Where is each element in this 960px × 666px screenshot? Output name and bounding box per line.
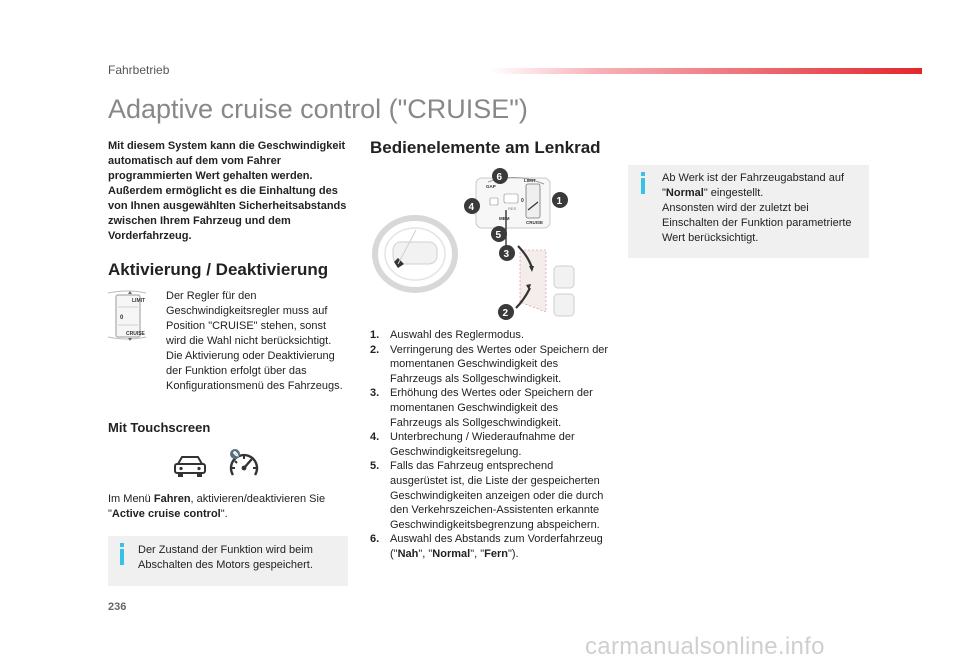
header-accent-bar [490, 68, 922, 74]
ctrl-label-zero: 0 [521, 198, 524, 204]
touchscreen-heading: Mit Touchscreen [108, 420, 211, 435]
callout-3 [499, 245, 515, 261]
activation-text: Der Regler für den Geschwindigkeitsregler muss auf Position "CRUISE" stehen, sonst wird die Wahl nicht berücksichtigt. Die Aktivierung oder Deaktivierung der Funktion erfolgt über das Konfigurationsmenü des Fahrzeugs. [166, 290, 343, 392]
page-number: 236 [108, 601, 127, 613]
intro-text [108, 139, 348, 244]
step-3: 3. Erhöhung des Wertes oder Speichern der momentanen Geschwindigkeit des Fahrzeugs als Sollgeschwindigkeit. [370, 387, 593, 429]
intro-line-1: Mit diesem System kann die Geschwindigkeit automatisch auf dem vom Fahrer programmierten Wert gehalten werden. [108, 140, 346, 182]
info-box-default-distance [628, 165, 869, 258]
menu-active-cruise-control: Active cruise control [111, 508, 221, 520]
svg-text:1: 1 [556, 196, 563, 207]
callout-5 [491, 226, 507, 242]
step-2: 2. Verringerung des Wertes oder Speichern der momentanen Geschwindigkeit des Fahrzeugs als Sollgeschwindigkeit. [370, 343, 609, 385]
step-1: 1. Auswahl des Reglermodus. [370, 329, 524, 341]
svg-text:6: 6 [496, 172, 503, 183]
stalk-label-cruise: CRUISE [126, 331, 145, 337]
svg-text:3: 3 [503, 249, 510, 260]
controls-steps-list [370, 328, 610, 562]
step-4: 4. Unterbrechung / Wiederaufnahme der Geschwindigkeitsregelung. [370, 431, 575, 458]
cruise-selector-illustration [106, 287, 162, 343]
callout-6 [492, 168, 508, 184]
svg-text:5: 5 [495, 230, 502, 241]
menu-mid: , aktivieren/deaktivieren Sie " [108, 493, 326, 520]
step-5: 5. Falls das Fahrzeug entsprechend ausgerüstet ist, die Liste der gespeicherten Geschwindigkeiten anzeigen oder die durch den Verkehrszeichen-Assistenten erkannte Geschwindigkeitsbegrenzung abspeichern. [370, 460, 604, 531]
callout-4 [464, 198, 480, 214]
steering-controls-illustration [368, 162, 588, 322]
info-box-state [108, 536, 348, 586]
svg-text:2: 2 [502, 308, 509, 319]
ctrl-label-cruise: CRUISE [526, 220, 544, 225]
stalk-label-zero: 0 [120, 315, 124, 321]
menu-fahren: Fahren [153, 493, 191, 505]
info-icon [638, 172, 648, 194]
activation-heading: Aktivierung / Deaktivierung [108, 260, 329, 279]
ctrl-label-limit: LIMIT [524, 178, 536, 183]
callout-2 [498, 304, 514, 320]
svg-text:✎: ✎ [232, 450, 240, 460]
svg-text:4: 4 [468, 202, 475, 213]
page-title: Adaptive cruise control ("CRUISE") [108, 94, 528, 124]
intro-line-2: Außerdem ermöglicht es die Einhaltung des von Ihnen ausgewählten Sicherheitsabstands zwischen Ihrem Fahrzeug und dem Vorderfahrzeug. [108, 185, 347, 242]
ctrl-label-gap: GAP [486, 184, 496, 189]
stalk-label-limit: LIMIT [132, 298, 146, 304]
info-default-text: Ab Werk ist der Fahrzeugabstand auf "Normal" eingestellt. Ansonsten wird der zuletzt bei Einschalten der Funktion parametrierte Wert berücksichtigt. [662, 172, 852, 244]
ctrl-label-mem: MEM [499, 216, 510, 221]
controls-heading: Bedienelemente am Lenkrad [370, 138, 601, 157]
section-label: Fahrbetrieb [108, 63, 170, 77]
callout-1 [552, 192, 568, 208]
ctrl-label-res: RES [508, 206, 517, 211]
car-icon [172, 452, 208, 480]
speedometer-icon [226, 448, 262, 482]
touchscreen-instruction [108, 492, 348, 522]
watermark: carmanualsonline.info [585, 633, 825, 660]
info-icon [117, 543, 127, 565]
info-state-text: Der Zustand der Funktion wird beim Abschalten des Motors gespeichert. [138, 544, 313, 571]
step-6: 6. Auswahl des Abstands zum Vorderfahrzeug ("Nah", "Normal", "Fern"). [370, 533, 603, 560]
menu-suffix: ". [220, 508, 228, 520]
menu-prefix: Im Menü [108, 493, 154, 505]
